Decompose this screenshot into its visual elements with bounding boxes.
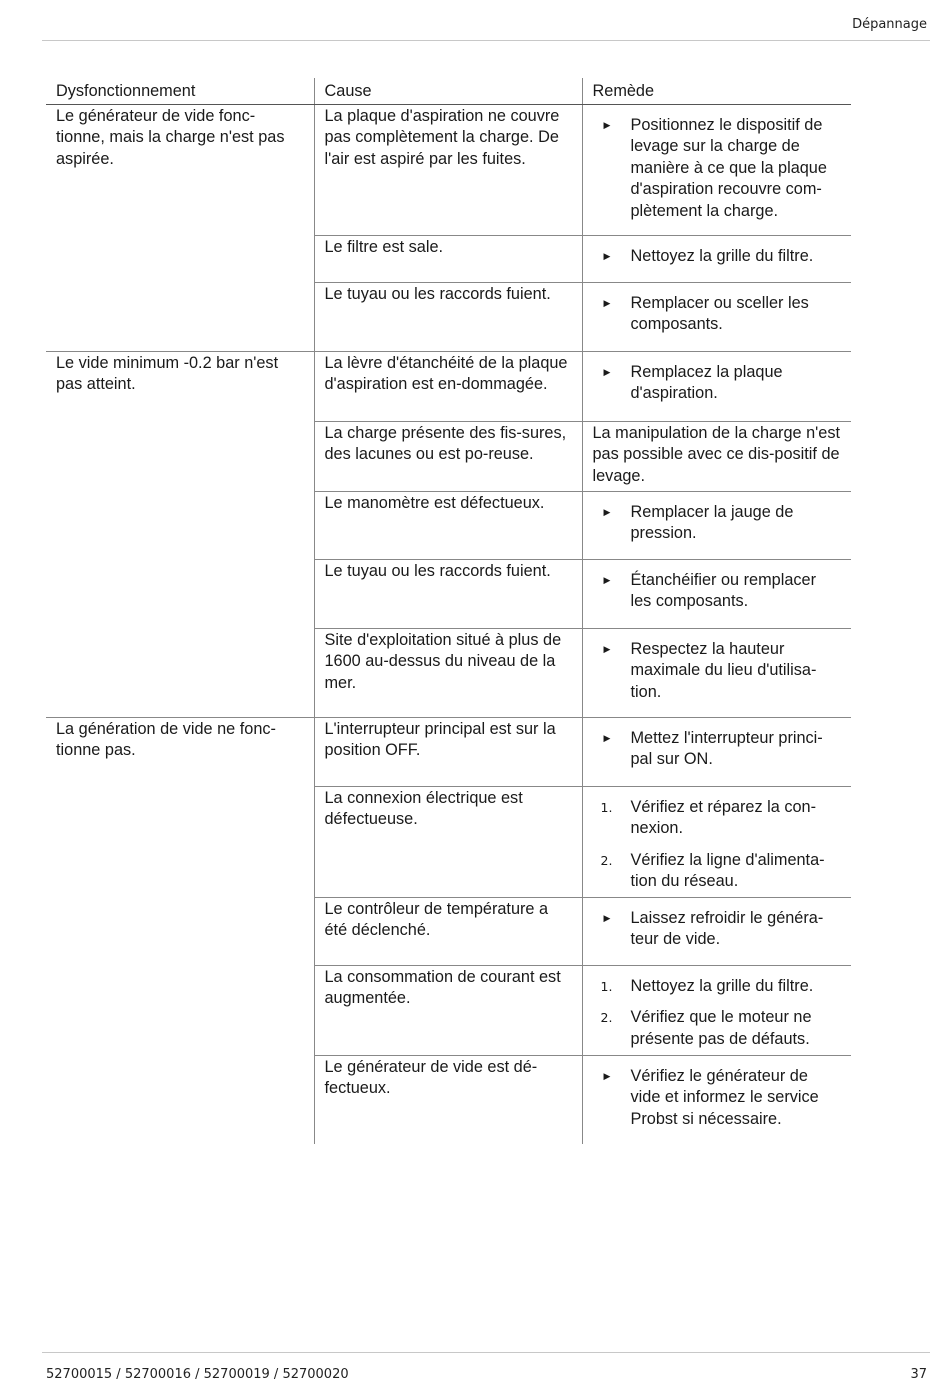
cause-cell: Le manomètre est défectueux.	[314, 491, 582, 559]
remedy-action-text: Vérifiez et réparez la con-nexion.	[630, 797, 817, 837]
action-arrow-icon: ▶	[603, 119, 611, 130]
table-row	[46, 717, 851, 786]
model-numbers: 52700015 / 52700016 / 52700019 / 52700020	[46, 1367, 349, 1382]
remedy-action-text: Remplacer ou sceller les composants.	[630, 293, 809, 333]
cause-cell: Le générateur de vide est dé-fectueux.	[314, 1055, 582, 1144]
remedy-step	[591, 976, 842, 998]
remedy-action-text: Vérifiez la ligne d'alimenta-tion du réseau.	[630, 850, 825, 890]
remedy-action-text: Vérifiez le générateur de vide et informez le service Probst si nécessaire.	[630, 1066, 819, 1128]
malfunction-cell: La génération de vide ne fonc-tionne pas.	[46, 717, 314, 1144]
remedy-action-text: Remplacer la jauge de pression.	[630, 502, 794, 542]
action-arrow-icon: ▶	[603, 574, 611, 585]
remedy-action	[591, 1066, 842, 1131]
remedy-action	[591, 728, 842, 771]
cause-cell: La lèvre d'étanchéité de la plaque d'aspiration est en-dommagée.	[314, 351, 582, 421]
table-row	[46, 351, 851, 421]
column-header-cause: Cause	[314, 78, 582, 104]
step-number: 2.	[600, 852, 613, 868]
remedy-cell	[582, 786, 851, 897]
cause-cell: Le tuyau ou les raccords fuient.	[314, 559, 582, 628]
step-number: 1.	[600, 799, 613, 815]
remedy-action	[591, 362, 842, 405]
remedy-action-text: Nettoyez la grille du filtre.	[630, 976, 814, 995]
remedy-action	[591, 246, 842, 268]
remedy-text: La manipulation de la charge n'est pas possible avec ce dis-positif de levage.	[592, 423, 840, 485]
cause-cell: La plaque d'aspiration ne couvre pas complètement la charge. De l'air est aspiré par les fuites.	[314, 104, 582, 235]
remedy-action-text: Remplacez la plaque d'aspiration.	[630, 362, 783, 402]
action-arrow-icon: ▶	[603, 912, 611, 923]
remedy-action-text: Nettoyez la grille du filtre.	[630, 246, 814, 265]
remedy-action	[591, 293, 842, 336]
remedy-cell	[582, 717, 851, 786]
cause-cell: Le filtre est sale.	[314, 235, 582, 282]
action-arrow-icon: ▶	[603, 732, 611, 743]
remedy-step	[591, 1007, 842, 1050]
cause-cell: L'interrupteur principal est sur la position OFF.	[314, 717, 582, 786]
cause-cell: La charge présente des fis-sures, des lacunes ou est po-reuse.	[314, 421, 582, 491]
remedy-cell	[582, 421, 851, 491]
page-number: 37	[910, 1367, 927, 1382]
remedy-action-text: Vérifiez que le moteur ne présente pas de défauts.	[630, 1008, 812, 1048]
action-arrow-icon: ▶	[603, 1070, 611, 1081]
remedy-step	[591, 797, 842, 840]
remedy-action-text: Positionnez le dispositif de levage sur la charge de manière à ce que la plaque d'aspiration recouvre com-plètement la charge.	[630, 115, 827, 220]
remedy-cell	[582, 965, 851, 1055]
action-arrow-icon: ▶	[603, 250, 611, 261]
step-number: 1.	[600, 978, 613, 994]
remedy-action-text: Mettez l'interrupteur princi-pal sur ON.	[630, 728, 823, 768]
table-row	[46, 104, 851, 235]
remedy-cell	[582, 104, 851, 235]
malfunction-cell: Le générateur de vide fonc-tionne, mais la charge n'est pas aspirée.	[46, 104, 314, 351]
column-header-remedy: Remède	[582, 78, 851, 104]
cause-cell: Le contrôleur de température a été déclenché.	[314, 897, 582, 965]
remedy-action	[591, 115, 842, 223]
remedy-cell	[582, 351, 851, 421]
remedy-action	[591, 502, 842, 545]
header-rule	[42, 40, 930, 41]
step-number: 2.	[600, 1010, 613, 1025]
remedy-action-text: Respectez la hauteur maximale du lieu d'utilisa-tion.	[630, 639, 817, 701]
troubleshooting-table	[46, 78, 851, 1144]
section-title: Dépannage	[852, 17, 927, 32]
cause-cell: Site d'exploitation situé à plus de 1600 au-dessus du niveau de la mer.	[314, 628, 582, 717]
action-arrow-icon: ▶	[603, 366, 611, 377]
remedy-step	[591, 850, 842, 893]
remedy-action-text: Étanchéifier ou remplacer les composants.	[630, 570, 817, 610]
remedy-cell	[582, 282, 851, 351]
remedy-cell	[582, 559, 851, 628]
remedy-cell	[582, 628, 851, 717]
remedy-cell	[582, 491, 851, 559]
remedy-cell	[582, 897, 851, 965]
column-header-malfunction: Dysfonctionnement	[46, 78, 314, 104]
remedy-cell	[582, 235, 851, 282]
remedy-action	[591, 570, 842, 613]
table-header-row	[46, 78, 851, 104]
footer-rule	[42, 1352, 930, 1353]
cause-cell: La connexion électrique est défectueuse.	[314, 786, 582, 897]
remedy-action-text: Laissez refroidir le généra-teur de vide.	[630, 908, 824, 948]
action-arrow-icon: ▶	[603, 506, 611, 517]
action-arrow-icon: ▶	[603, 643, 611, 654]
malfunction-cell: Le vide minimum -0.2 bar n'est pas atteint.	[46, 351, 314, 717]
table-body	[46, 104, 851, 1144]
cause-cell: La consommation de courant est augmentée.	[314, 965, 582, 1055]
remedy-action	[591, 639, 842, 704]
remedy-cell	[582, 1055, 851, 1144]
action-arrow-icon: ▶	[603, 297, 611, 308]
cause-cell: Le tuyau ou les raccords fuient.	[314, 282, 582, 351]
remedy-action	[591, 908, 842, 951]
